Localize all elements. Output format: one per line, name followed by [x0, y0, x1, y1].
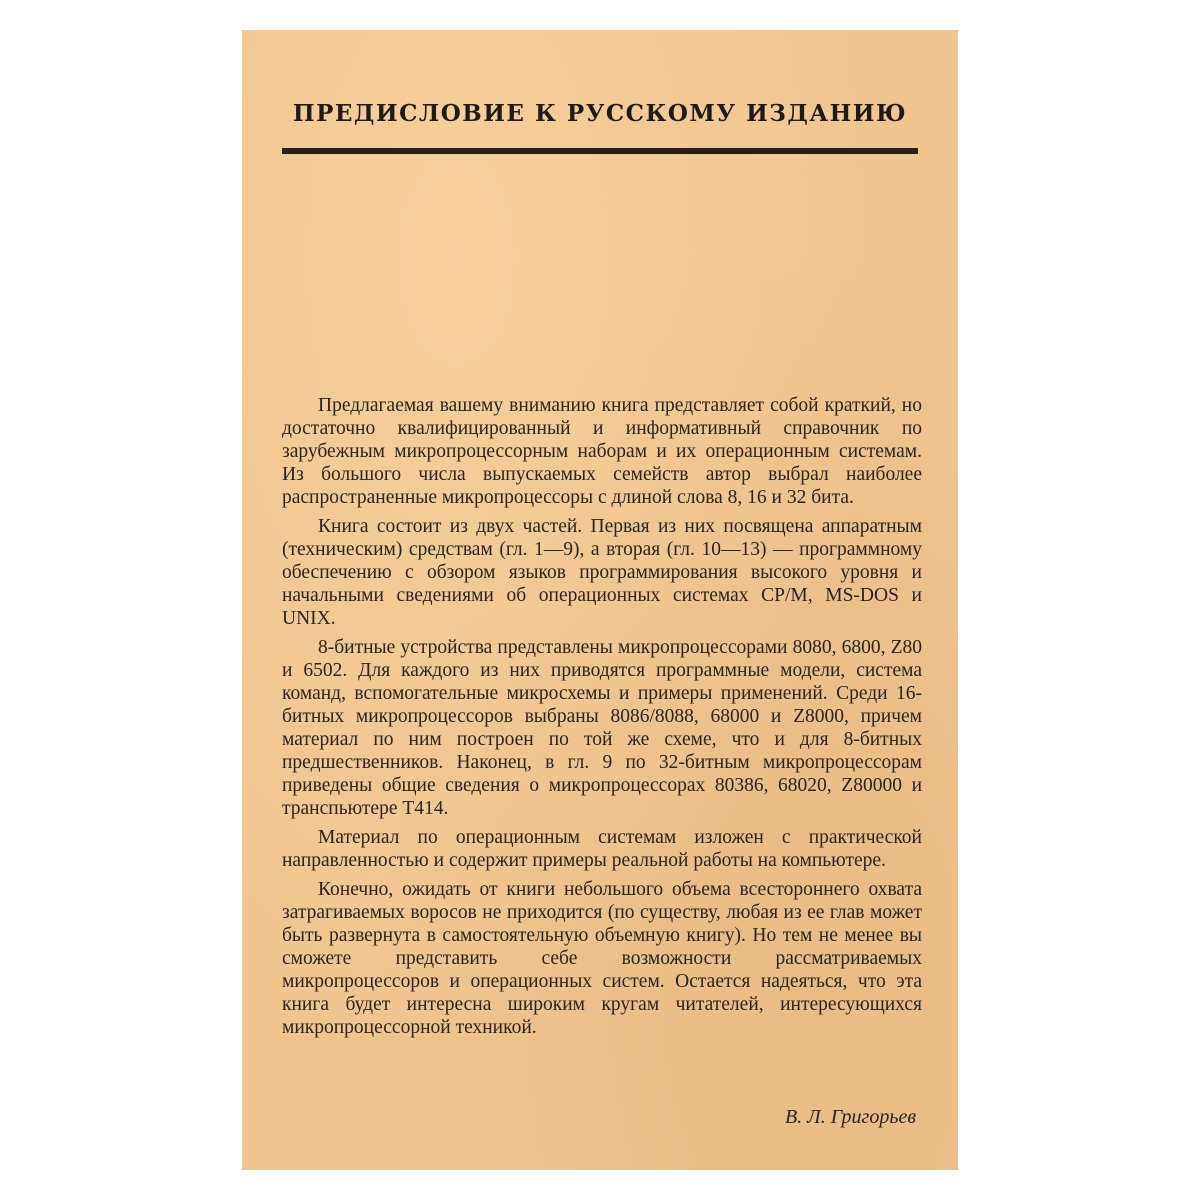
- preface-body: [282, 394, 922, 1045]
- paragraph-2: Книга состоит из двух частей. Первая из них посвящена аппаратным (техническим) средствам (гл. 1—9), а вторая (гл. 10—13) — программному обеспечению с обзором языков программирования высокого уровня и начальными сведениями об операционных системах CP/M, MS-DOS и UNIX.: [282, 516, 922, 629]
- paragraph-5: Конечно, ожидать от книги небольшого объема всестороннего охвата затрагиваемых воросов не приходится (по существу, любая из ее глав может быть развернута в самостоятельную объемную книгу). Но тем не менее вы сможете представить себе возможности рассматриваемых микропроцессоров и операционных систем. Остается надеяться, что эта книга будет интересна широким кругам читателей, интересующихся микропроцессорной техникой.: [282, 879, 922, 1038]
- paragraph-1: Предлагаемая вашему вниманию книга представляет собой краткий, но достаточно квалифицированный и информативный справочник по зарубежным микропроцессорным наборам и их операционным системам. Из большого числа выпускаемых семейств автор выбрал наиболее распространенные микропроцессоры с длиной слова 8, 16 и 32 бита.: [282, 395, 922, 508]
- paragraph-4: Материал по операционным системам изложен с практической направленностью и содержит примеры реальной работы на компьютере.: [282, 827, 922, 871]
- author-signature: В. Л. Григорьев: [784, 1106, 916, 1128]
- paragraph-3: 8-битные устройства представлены микропроцессорами 8080, 6800, Z80 и 6502. Для каждого из них приводятся программные модели, система команд, вспомогательные микросхемы и примеры применений. Среди 16-битных микропроцессоров выбраны 8086/8088, 68000 и Z8000, причем материал по ним построен по той же схеме, что и для 8-битных предшественников. Наконец, в гл. 9 по 32-битным микропроцессорам приведены общие сведения о микропроцессорах 80386, 68020, Z80000 и транспьютере T414.: [282, 637, 922, 819]
- book-page: [242, 30, 958, 1170]
- heading-rule: [282, 148, 918, 154]
- page-heading: ПРЕДИСЛОВИЕ К РУССКОМУ ИЗДАНИЮ: [292, 100, 908, 127]
